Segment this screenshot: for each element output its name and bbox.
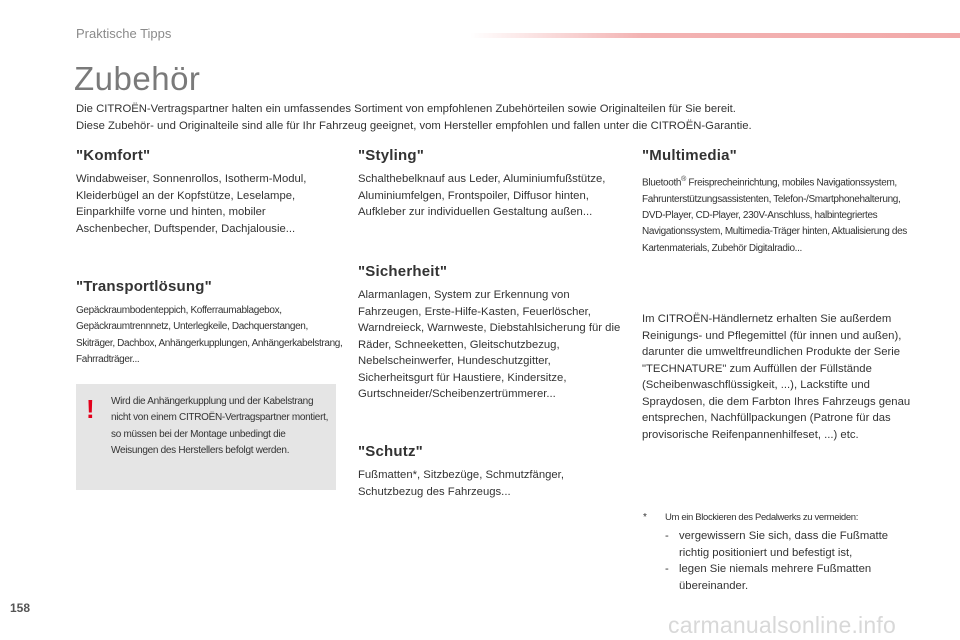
- list-dash: -: [665, 530, 669, 542]
- warning-box: [76, 384, 336, 490]
- footnote-list: [665, 528, 915, 594]
- section-styling: [358, 147, 620, 221]
- watermark: carmanualsonline.info: [668, 612, 896, 638]
- section-header: Praktische Tipps: [76, 26, 172, 41]
- schutz-text: Fußmatten*, Sitzbezüge, Schmutzfänger, Schutzbezug des Fahrzeugs...: [358, 469, 564, 498]
- styling-text: Schalthebelknauf aus Leder, Aluminiumfußstütze, Aluminiumfelgen, Frontspoiler, Diffusor hinten, Aufkleber zur individuellen Gestaltung außen...: [358, 173, 606, 218]
- page-title: Zubehör: [74, 60, 201, 97]
- list-dash: -: [665, 563, 669, 575]
- page-number: 158: [10, 601, 31, 615]
- header-divider: [470, 33, 960, 38]
- transport-heading: "Transportlösung": [76, 278, 212, 295]
- registered-mark: ®: [681, 176, 686, 183]
- styling-heading: "Styling": [358, 147, 425, 164]
- warning-icon: !: [86, 394, 95, 424]
- multimedia-text: [642, 172, 914, 257]
- intro-paragraph: [76, 101, 936, 134]
- section-komfort: [76, 147, 326, 237]
- list-item: [665, 528, 915, 561]
- footnote-item-1: vergewissern Sie sich, dass die Fußmatte richtig positioniert und befestigt ist,: [679, 530, 889, 559]
- warning-text: Wird die Anhängerkupplung und der Kabelstrang nicht von einem CITROËN-Vertragspartner montiert, so müssen bei der Montage unbedingt die Weisungen des Herstellers befolgt werden.: [111, 396, 329, 456]
- komfort-heading: "Komfort": [76, 147, 151, 164]
- intro-line-2: Diese Zubehör- und Originalteile sind alle für Ihr Fahrzeug geeignet, vom Hersteller empfohlen und fallen unter die CITROËN-Garantie.: [76, 119, 752, 132]
- transport-text: Gepäckraumbodenteppich, Kofferraumablagebox, Gepäckraumtrennnetz, Unterlegkeile, Dachquerstangen, Skiträger, Dachbox, Anhängerkupplungen, Anhängerkabelstrang, Fahrradträger...: [76, 305, 343, 365]
- sicherheit-heading: "Sicherheit": [358, 263, 448, 280]
- sicherheit-text: Alarmanlagen, System zur Erkennung von Fahrzeugen, Erste-Hilfe-Kasten, Feuerlöscher, Warndreieck, Warnweste, Diebstahlsicherung für die Räder, Schneeketten, Gleitschutzbezug, Nebelscheinwerfer, Hundeschutzgitter, Sicherheitsgurt für Haustiere, Kindersitze, Gurtschneider/Scheibenzertrümmerer...: [358, 289, 621, 400]
- footnote-star: *: [643, 512, 647, 523]
- section-sicherheit: [358, 263, 622, 403]
- schutz-heading: "Schutz": [358, 443, 423, 460]
- komfort-text: Windabweiser, Sonnenrollos, Isotherm-Modul, Kleiderbügel an der Kopfstütze, Leselampe, Einparkhilfe vorne und hinten, mobiler Aschenbecher, Duftspender, Dachjalousie...: [76, 173, 307, 235]
- section-transport: [76, 278, 346, 368]
- section-schutz: [358, 443, 620, 500]
- section-network: [642, 304, 914, 443]
- multimedia-list: Freisprecheinrichtung, mobiles Navigationssystem, Fahrunterstützungsassistenten, Telefon-/Smartphonehalterung, DVD-Player, CD-Player, 230V-Anschluss, halbintegriertes Navigationssystem, Multimedia-Träger hinten, Aktualisierung des Kartenmaterials, Zubehör Digitalradio...: [642, 177, 907, 254]
- footnote-intro: Um ein Blockieren des Pedalwerks zu vermeiden:: [665, 512, 858, 523]
- list-item: [665, 561, 915, 594]
- intro-line-1: Die CITROËN-Vertragspartner halten ein umfassendes Sortiment von empfohlenen Zubehörteilen sowie Originalteilen für Sie bereit.: [76, 103, 736, 115]
- section-multimedia: [642, 147, 914, 257]
- footnote-item-2: legen Sie niemals mehrere Fußmatten übereinander.: [679, 563, 872, 592]
- network-text: Im CITROËN-Händlernetz erhalten Sie außerdem Reinigungs- und Pflegemittel (für innen und außen), darunter die umweltfreundlichen Produkte der Serie "TECHNATURE" zum Auffüllen der Füllstände (Scheibenwaschflüssigkeit, ...), Lackstifte und Spraydosen, die dem Farbton Ihres Fahrzeugs genau entsprechen, Nachfüllpackungen (Patrone für das provisorische Reifenpannenhilfeset, ...) etc.: [642, 313, 911, 441]
- bluetooth-label: Bluetooth: [642, 177, 682, 189]
- multimedia-heading: "Multimedia": [642, 147, 737, 164]
